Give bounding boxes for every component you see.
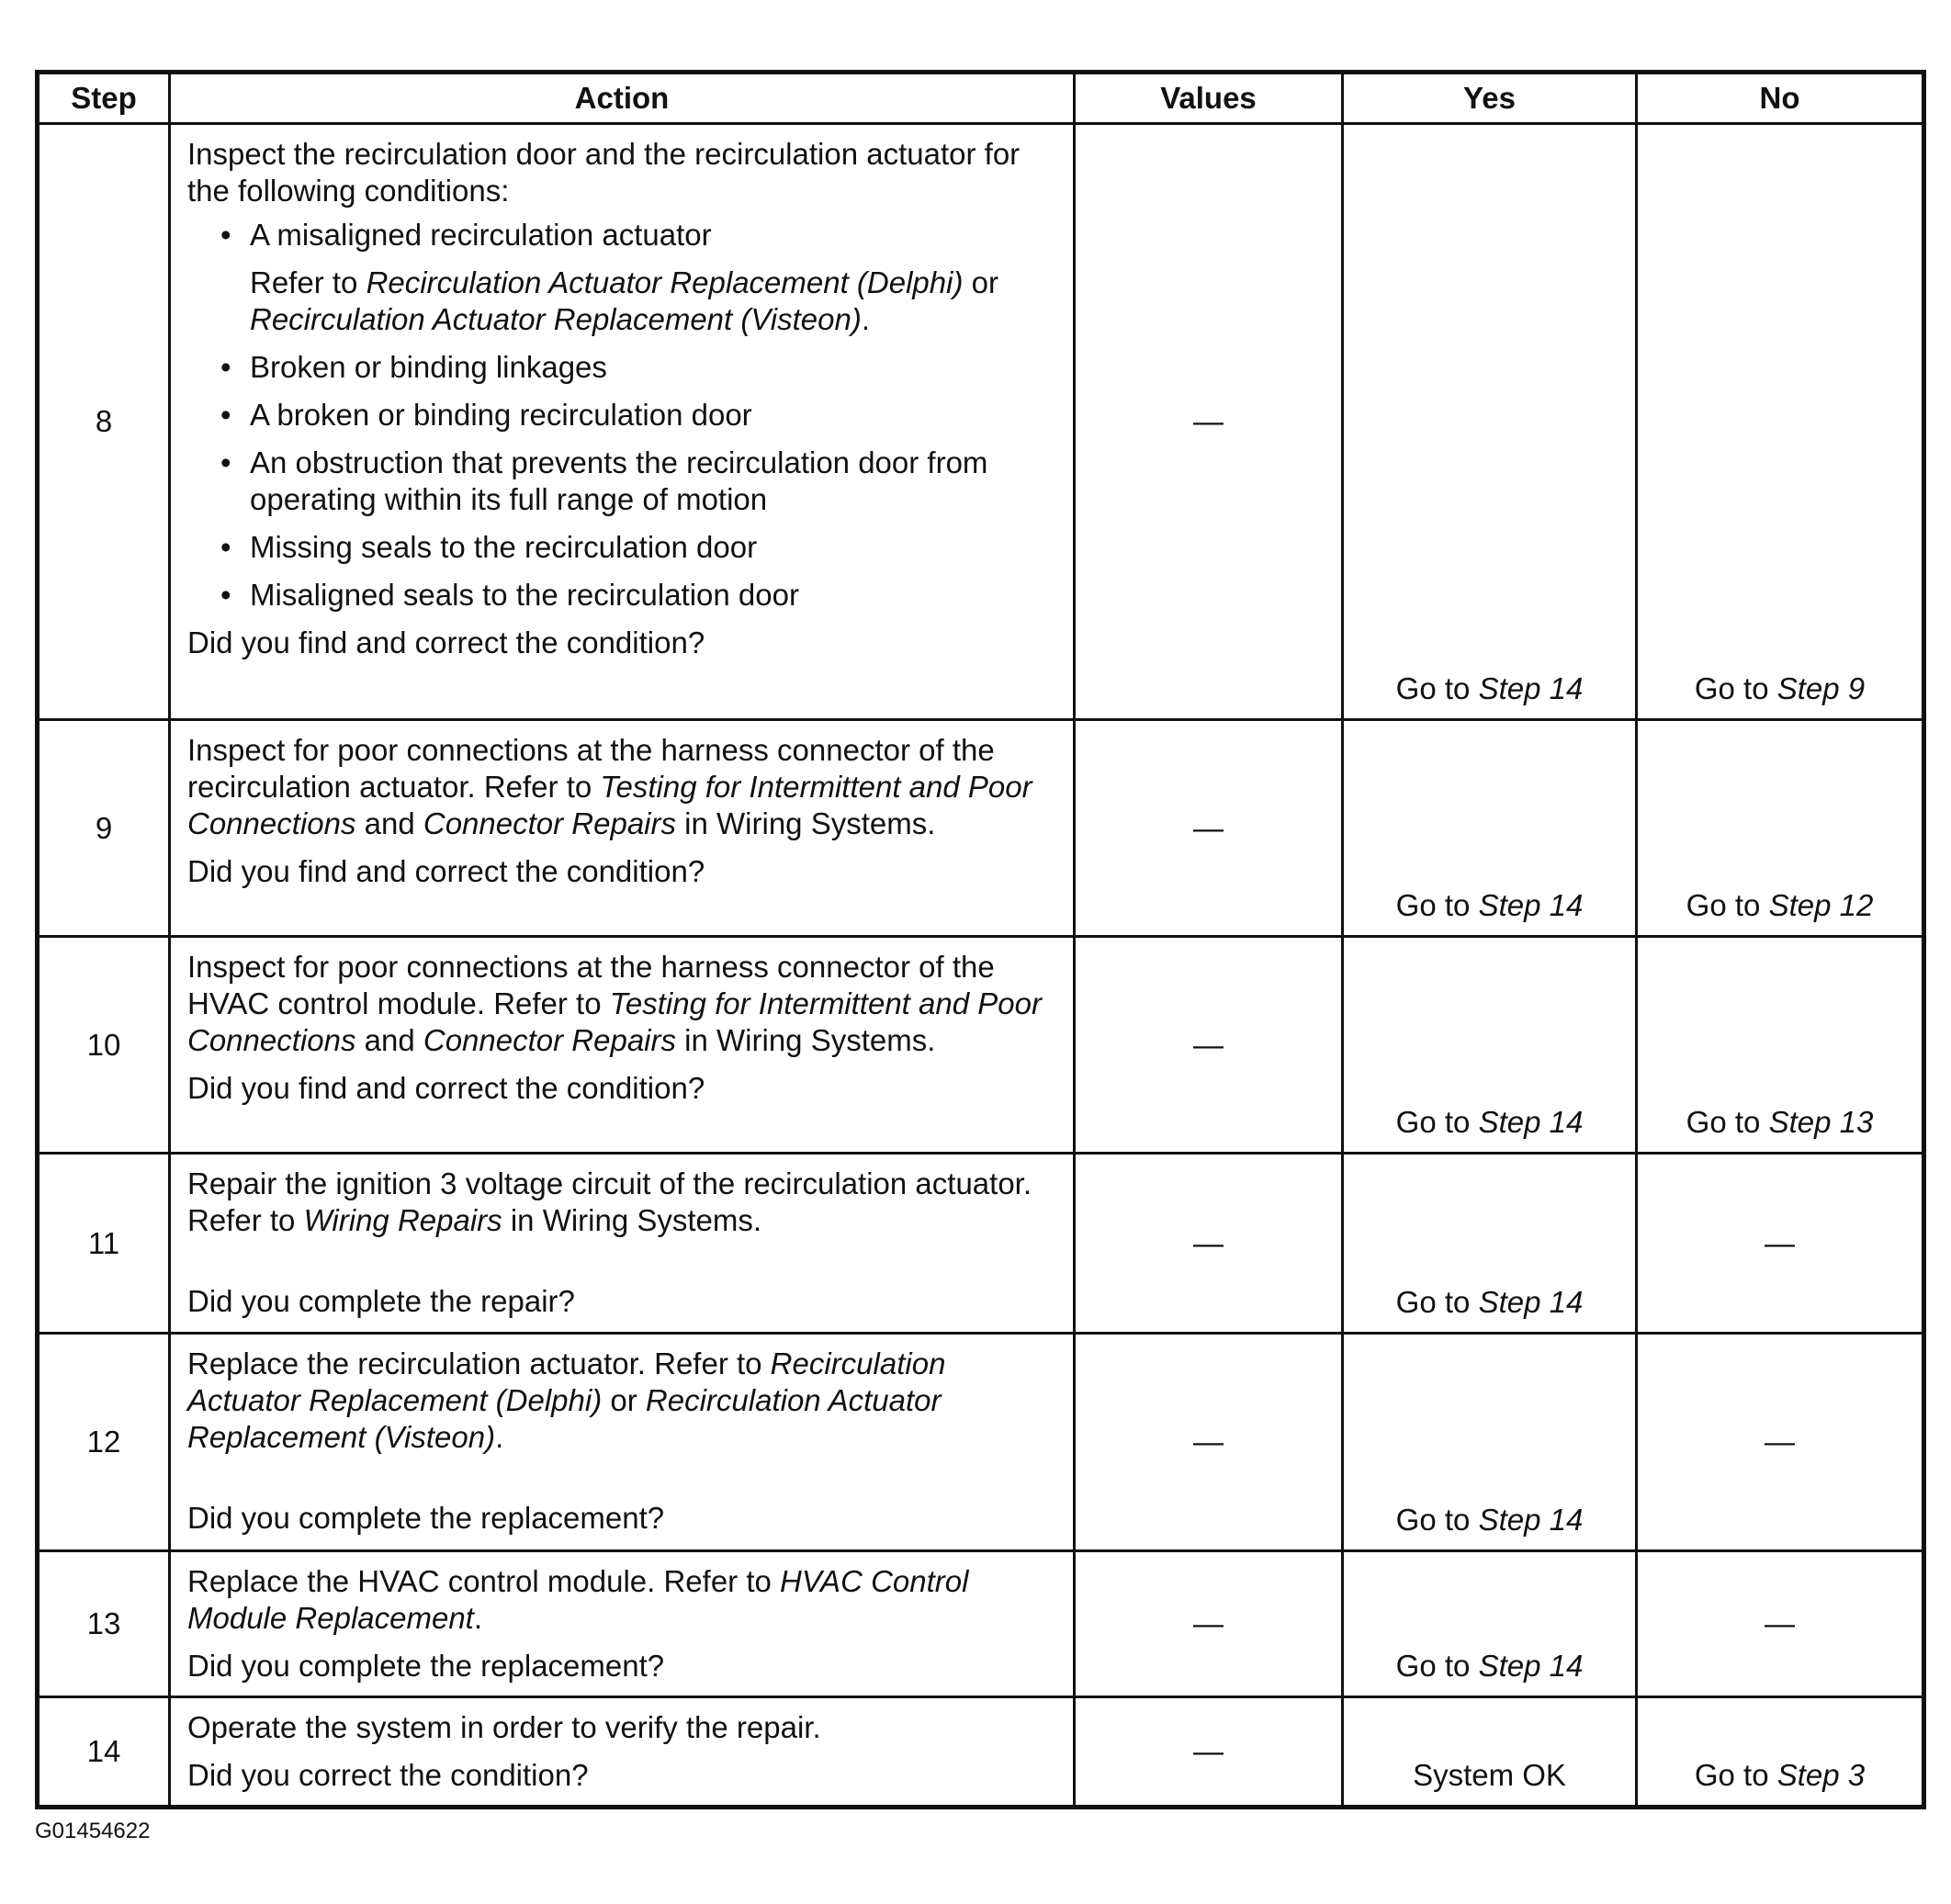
header-values: Values: [1075, 73, 1343, 124]
step-number: 11: [38, 1154, 170, 1334]
action-text-b: or: [602, 1383, 646, 1417]
reference-link[interactable]: Recirculation Actuator Replacement (Delphi): [366, 265, 964, 299]
condition-item: • Misaligned seals to the recirculation door: [220, 577, 1062, 614]
table-row-step-10: [38, 937, 1924, 1154]
diagnostic-table-sheet: [35, 70, 1922, 1809]
action-text: [187, 732, 1062, 842]
action-text-a: Inspect for poor connections at the harness connector of the recirculation actuator. Refer to: [187, 733, 995, 804]
yes-cell: System OK: [1343, 1697, 1637, 1808]
action-cell: [170, 1334, 1075, 1551]
yes-cell: [1343, 124, 1637, 720]
header-yes: Yes: [1343, 73, 1637, 124]
no-step-link[interactable]: Step 9: [1776, 671, 1866, 705]
condition-list: [187, 217, 1062, 614]
no-step-link[interactable]: Step 13: [1768, 1105, 1874, 1139]
note-mid: or: [963, 265, 998, 299]
action-cell: [170, 1697, 1075, 1808]
reference-link[interactable]: Recirculation Actuator Replacement (Delphi): [187, 1346, 946, 1417]
header-action: Action: [170, 73, 1075, 124]
action-question: Did you complete the replacement?: [187, 1649, 665, 1683]
action-question: Did you complete the replacement?: [187, 1501, 665, 1535]
action-text-a: Repair the ignition 3 voltage circuit of the recirculation actuator. Refer to: [187, 1166, 1032, 1237]
reference-link[interactable]: Recirculation Actuator Replacement (Visteon): [187, 1383, 942, 1454]
note-prefix: Refer to: [250, 265, 367, 299]
yes-cell: [1343, 1551, 1637, 1697]
values-cell: —: [1075, 1697, 1343, 1808]
no-cell: [1637, 124, 1924, 720]
no-prefix: Go to: [1686, 888, 1769, 922]
yes-cell: [1343, 720, 1637, 937]
action-question: Did you correct the condition?: [187, 1758, 589, 1792]
action-text-a: Inspect for poor connections at the harness connector of the HVAC control module. Refer to: [187, 950, 995, 1020]
yes-prefix: Go to: [1395, 1105, 1479, 1139]
yes-cell: [1343, 1334, 1637, 1551]
table-row-step-11: [38, 1154, 1924, 1334]
note-suffix: .: [861, 302, 870, 336]
diagnostic-steps-table: [35, 70, 1926, 1809]
action-text-c: .: [495, 1420, 504, 1454]
action-text: Operate the system in order to verify the repair.: [187, 1710, 821, 1744]
values-cell: —: [1075, 1334, 1343, 1551]
no-prefix: Go to: [1694, 671, 1777, 705]
action-cell: [170, 1154, 1075, 1334]
step-number: 9: [38, 720, 170, 937]
action-text-b: .: [473, 1601, 483, 1635]
values-cell: —: [1075, 1551, 1343, 1697]
action-cell: [170, 720, 1075, 937]
condition-item: • Broken or binding linkages: [220, 349, 1062, 386]
reference-link[interactable]: Wiring Repairs: [303, 1203, 502, 1237]
no-step-link[interactable]: Step 3: [1776, 1758, 1866, 1792]
yes-step-link[interactable]: Step 14: [1478, 671, 1584, 705]
action-cell: [170, 124, 1075, 720]
action-text-a: Replace the recirculation actuator. Refer to: [187, 1346, 771, 1380]
table-row-step-13: [38, 1551, 1924, 1697]
no-cell: [1637, 720, 1924, 937]
action-text: [187, 1563, 1062, 1637]
action-cell: [170, 937, 1075, 1154]
action-text-b: in Wiring Systems.: [502, 1203, 762, 1237]
yes-prefix: Go to: [1395, 671, 1479, 705]
yes-step-link[interactable]: Step 14: [1478, 1503, 1584, 1537]
table-row-step-12: [38, 1334, 1924, 1551]
values-cell: —: [1075, 1154, 1343, 1334]
yes-prefix: Go to: [1395, 1285, 1479, 1319]
header-step: Step: [38, 73, 170, 124]
action-text: [187, 949, 1062, 1059]
reference-link[interactable]: Recirculation Actuator Replacement (Visteon): [250, 302, 862, 336]
yes-cell: [1343, 1154, 1637, 1334]
action-text: [187, 1346, 1062, 1456]
action-text-b: and: [355, 1023, 423, 1057]
step-number: 12: [38, 1334, 170, 1551]
condition-note: [250, 265, 1062, 338]
step-number: 14: [38, 1697, 170, 1808]
condition-text: A misaligned recirculation actuator: [250, 218, 712, 252]
values-cell: —: [1075, 124, 1343, 720]
reference-link[interactable]: Testing for Intermittent and Poor Connections: [187, 986, 1042, 1057]
condition-item: [220, 217, 1062, 338]
values-cell: —: [1075, 937, 1343, 1154]
condition-item: • Missing seals to the recirculation door: [220, 529, 1062, 566]
action-question: Did you find and correct the condition?: [187, 625, 705, 659]
header-row: [38, 73, 1924, 124]
table-row-step-9: [38, 720, 1924, 937]
step-number: 10: [38, 937, 170, 1154]
table-row-step-8: [38, 124, 1924, 720]
no-cell: —: [1637, 1551, 1924, 1697]
action-text-c: in Wiring Systems.: [676, 1023, 936, 1057]
no-cell: —: [1637, 1154, 1924, 1334]
action-intro: Inspect the recirculation door and the recirculation actuator for the following conditions:: [187, 137, 1021, 208]
yes-cell: [1343, 937, 1637, 1154]
values-cell: —: [1075, 720, 1343, 937]
no-cell: —: [1637, 1334, 1924, 1551]
action-question: Did you find and correct the condition?: [187, 854, 705, 888]
reference-link[interactable]: Connector Repairs: [423, 806, 676, 840]
no-step-link[interactable]: Step 12: [1768, 888, 1874, 922]
no-cell: [1637, 937, 1924, 1154]
condition-item: • A broken or binding recirculation door: [220, 397, 1062, 434]
reference-link[interactable]: Connector Repairs: [423, 1023, 676, 1057]
action-text-a: Replace the HVAC control module. Refer to: [187, 1564, 781, 1598]
yes-step-link[interactable]: Step 14: [1478, 1649, 1584, 1683]
yes-step-link[interactable]: Step 14: [1478, 888, 1584, 922]
yes-prefix: Go to: [1395, 888, 1479, 922]
step-number: 13: [38, 1551, 170, 1697]
reference-link[interactable]: HVAC Control Module Replacement: [187, 1564, 969, 1635]
action-question: Did you find and correct the condition?: [187, 1071, 705, 1105]
reference-link[interactable]: Testing for Intermittent and Poor Connections: [187, 770, 1032, 840]
yes-step-link[interactable]: Step 14: [1478, 1285, 1584, 1319]
header-no: No: [1637, 73, 1924, 124]
step-number: 8: [38, 124, 170, 720]
action-text-b: and: [355, 806, 423, 840]
condition-item: • An obstruction that prevents the recirculation door from operating within its full range of motion: [220, 445, 1062, 518]
yes-prefix: Go to: [1395, 1503, 1479, 1537]
action-question: Did you complete the repair?: [187, 1284, 575, 1318]
action-cell: [170, 1551, 1075, 1697]
table-row-step-14: [38, 1697, 1924, 1808]
figure-id: G01454622: [35, 1819, 151, 1843]
no-prefix: Go to: [1694, 1758, 1777, 1792]
action-text: [187, 1166, 1062, 1239]
yes-prefix: Go to: [1395, 1649, 1479, 1683]
yes-step-link[interactable]: Step 14: [1478, 1105, 1584, 1139]
no-cell: [1637, 1697, 1924, 1808]
no-prefix: Go to: [1686, 1105, 1769, 1139]
action-text-c: in Wiring Systems.: [676, 806, 936, 840]
